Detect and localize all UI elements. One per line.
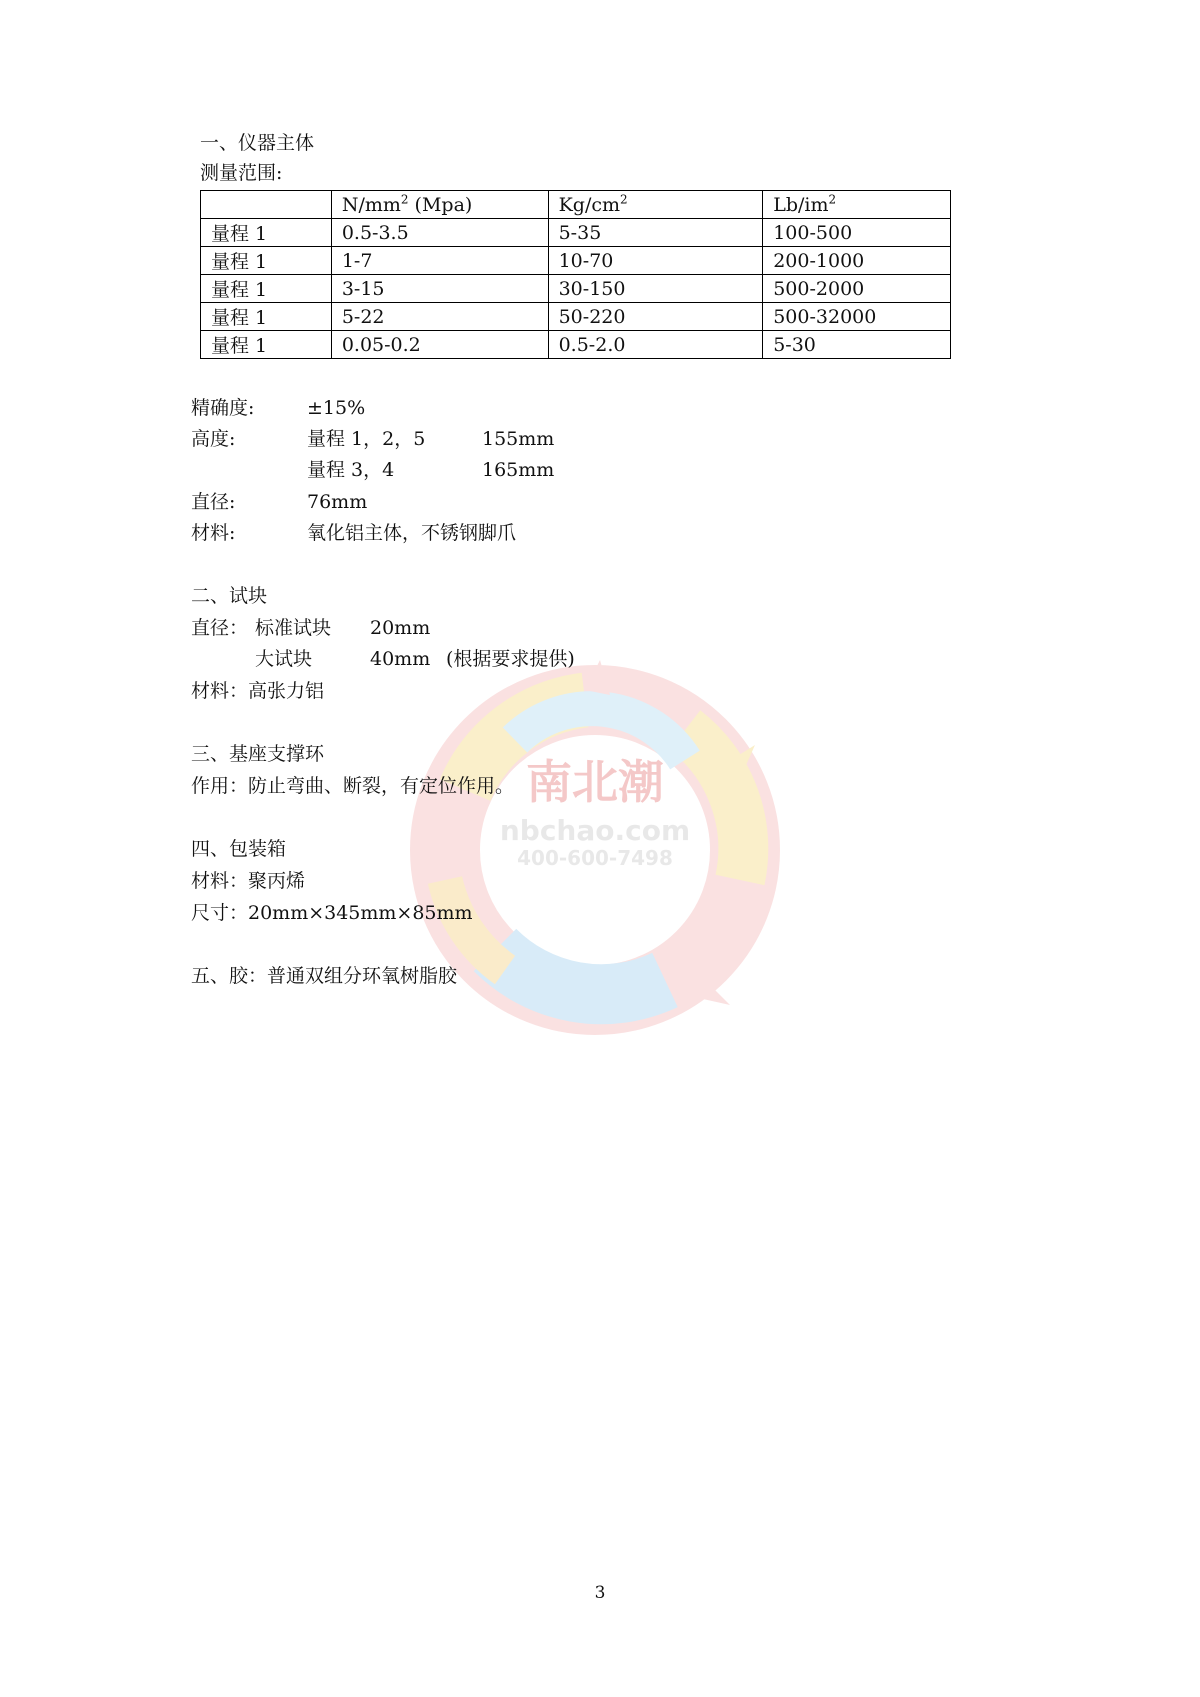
table-cell: 10-70 — [548, 247, 763, 275]
table-cell: 3-15 — [331, 275, 548, 303]
table-header-row — [201, 191, 951, 219]
table-cell: 5-35 — [548, 219, 763, 247]
header-cell-lbim2: $Lb/im^2$ — [763, 191, 951, 219]
table-cell: 500-2000 — [763, 275, 951, 303]
section3-heading: 三、基座支撑环 — [191, 743, 325, 765]
large-specimen-label: 大试块 — [255, 648, 313, 670]
height-row1-range: 量程 1，2，5 — [307, 428, 426, 450]
table-cell: 200-1000 — [763, 247, 951, 275]
height-row2-range: 量程 3，4 — [307, 459, 395, 481]
section4-heading: 四、包装箱 — [191, 838, 287, 860]
material-label: 材料: — [191, 522, 236, 544]
header-cell-empty — [201, 191, 332, 219]
table-cell: 0.05-0.2 — [331, 331, 548, 359]
specimen-diameter-label: 直径： — [191, 617, 249, 639]
height-row2-value: 165mm — [482, 459, 555, 481]
table-cell: 量程 1 — [201, 303, 332, 331]
standard-specimen-label: 标准试块 — [255, 617, 332, 639]
table-cell: 5-22 — [331, 303, 548, 331]
watermark-brand-en: nbchao.com — [499, 814, 691, 847]
table-cell: 500-32000 — [763, 303, 951, 331]
section2-heading: 二、试块 — [191, 585, 268, 607]
accuracy-value: ±15% — [307, 397, 366, 419]
page-number: 3 — [594, 1583, 606, 1603]
standard-specimen-value: 20mm — [370, 617, 431, 639]
specimen-material-row — [191, 679, 324, 703]
table-cell: 0.5-2.0 — [548, 331, 763, 359]
table-cell: 5-30 — [763, 331, 951, 359]
large-specimen-note: (根据要求提供) — [446, 648, 575, 670]
table-cell: 量程 1 — [201, 275, 332, 303]
section5-glue: 五、胶：普通双组分环氧树脂胶 — [191, 965, 458, 987]
table-row — [201, 275, 951, 303]
table-row — [201, 331, 951, 359]
table-cell: 量程 1 — [201, 247, 332, 275]
range-label: 测量范围: — [200, 162, 283, 184]
watermark-logo — [385, 650, 805, 1070]
box-material: 材料：聚丙烯 — [191, 870, 306, 892]
box-size: 尺寸：20mm×345mm×85mm — [191, 902, 473, 924]
accuracy-label: 精确度: — [191, 397, 255, 419]
header-cell-kgcm2: $Kg/cm^2$ — [548, 191, 763, 219]
large-specimen-value: 40mm — [370, 648, 431, 670]
table-cell: 30-150 — [548, 275, 763, 303]
support-ring-function: 作用：防止弯曲、断裂，有定位作用。 — [191, 775, 515, 797]
table-cell: 0.5-3.5 — [331, 219, 548, 247]
specimen-material-value: 高张力铝 — [248, 680, 325, 702]
table-row — [201, 247, 951, 275]
measurement-range-table — [200, 190, 951, 359]
watermark-phone: 400-600-7498 — [517, 846, 673, 870]
table-cell: 50-220 — [548, 303, 763, 331]
table-cell: 量程 1 — [201, 331, 332, 359]
table-row — [201, 303, 951, 331]
height-label: 高度: — [191, 428, 236, 450]
watermark-brand-cn: 南北潮 — [526, 755, 664, 809]
section1-heading: 一、仪器主体 — [200, 132, 315, 154]
diameter-value: 76mm — [307, 491, 368, 513]
table-cell: 量程 1 — [201, 219, 332, 247]
header-cell-nmm2: $N/mm^2$ (Mpa) — [331, 191, 548, 219]
specimen-material-label: 材料： — [191, 680, 249, 702]
height-row1-value: 155mm — [482, 428, 555, 450]
table-cell: 1-7 — [331, 247, 548, 275]
material-value: 氧化铝主体，不锈钢脚爪 — [307, 522, 517, 544]
table-cell: 100-500 — [763, 219, 951, 247]
diameter-label: 直径: — [191, 491, 236, 513]
table-row — [201, 219, 951, 247]
